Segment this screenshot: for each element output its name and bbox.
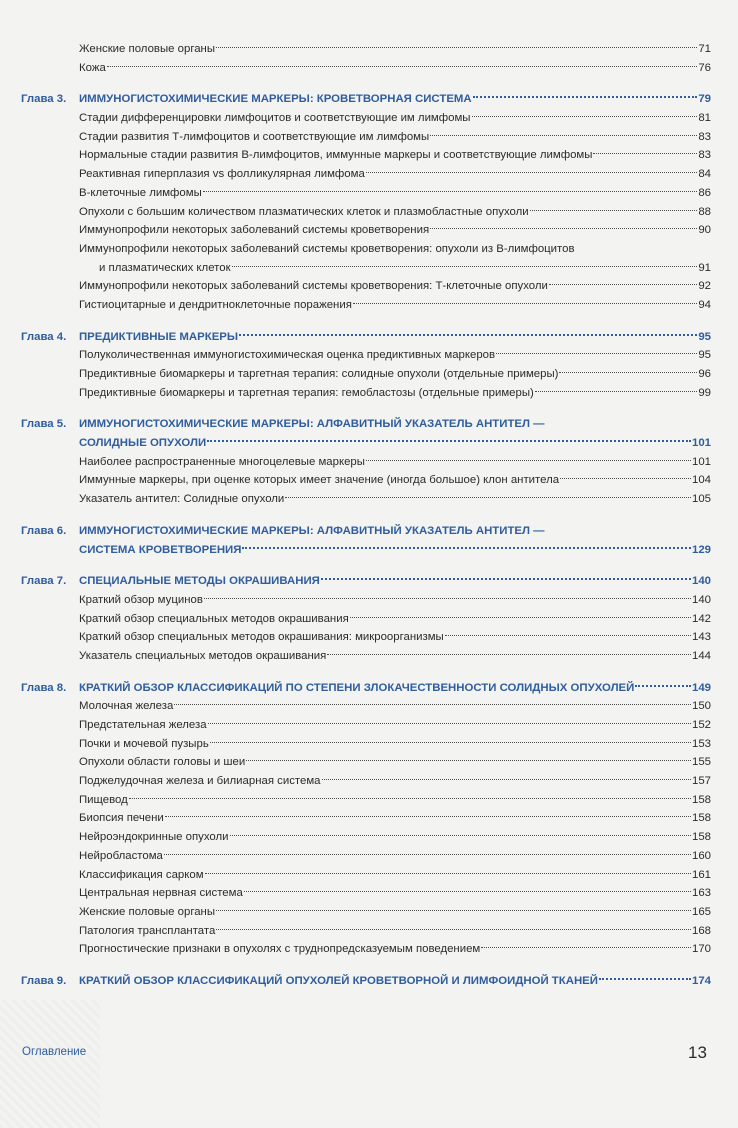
chapter-title: ПРЕДИКТИВНЫЕ МАРКЕРЫ <box>79 330 239 343</box>
leader-dots <box>285 497 691 498</box>
section-gap <box>21 402 711 415</box>
chapter-label: Глава 9. <box>21 974 67 987</box>
page-number: 160 <box>691 849 711 862</box>
entry-title: Краткий обзор специальных методов окрашивания: микроорганизмы <box>79 631 444 644</box>
page-number: 170 <box>691 943 711 956</box>
footer-section-title: Оглавление <box>22 1046 87 1058</box>
entry-title: Опухоли с большим количеством плазматических клеток и плазмобластные опухоли <box>79 205 529 218</box>
leader-dots <box>472 116 698 117</box>
leader-dots <box>205 873 691 874</box>
section-gap <box>21 959 711 972</box>
toc-entry-row[interactable] <box>21 109 711 128</box>
toc-entry-row[interactable] <box>21 146 711 165</box>
page-number: 174 <box>691 974 711 987</box>
leader-dots <box>239 334 697 336</box>
entry-title: Предиктивные биомаркеры и таргетная терапия: гемобластозы (отдельные примеры) <box>79 386 534 399</box>
page-number: 150 <box>691 700 711 713</box>
table-of-contents <box>21 40 711 991</box>
toc-chapter-row[interactable] <box>21 415 711 434</box>
chapter-label: Глава 3. <box>21 93 67 106</box>
entry-title: Женские половые органы <box>79 905 216 918</box>
leader-dots <box>204 598 691 599</box>
toc-entry-row[interactable] <box>21 471 711 490</box>
page-number: 101 <box>691 455 711 468</box>
toc-entry-row[interactable] <box>21 847 711 866</box>
leader-dots <box>473 96 698 98</box>
entry-title: Стадии развития Т-лимфоцитов и соответствующие им лимфомы <box>79 130 430 143</box>
page-number: 104 <box>691 474 711 487</box>
section-gap <box>21 315 711 328</box>
page-number: 90 <box>698 224 711 237</box>
page-number: 88 <box>698 205 711 218</box>
leader-dots <box>164 854 691 855</box>
page-number: 96 <box>698 368 711 380</box>
leader-dots <box>430 135 697 136</box>
toc-entry-row[interactable] <box>21 277 711 296</box>
entry-title: Прогностические признаки в опухолях с труднопредсказуемым поведением <box>79 943 481 956</box>
leader-dots <box>530 210 698 211</box>
leader-dots <box>207 440 691 442</box>
page-number: 158 <box>691 831 711 844</box>
toc-entry-row[interactable] <box>21 365 711 384</box>
section-gap <box>21 666 711 679</box>
page-number: 149 <box>691 681 711 694</box>
toc-entry-row[interactable] <box>21 809 711 828</box>
entry-title: Классификация сарком <box>79 868 204 881</box>
entry-title: Молочная железа <box>79 700 174 713</box>
page-number: 76 <box>698 61 711 74</box>
toc-chapter-row[interactable] <box>21 972 711 991</box>
chapter-title: КРАТКИЙ ОБЗОР КЛАССИФИКАЦИЙ ОПУХОЛЕЙ КРОВЕТВОРНОЙ И ЛИМФОИДНОЙ ТКАНЕЙ <box>79 974 598 987</box>
page-number: 99 <box>698 386 711 399</box>
leader-dots <box>593 153 697 154</box>
section-gap <box>21 77 711 90</box>
show-through-texture <box>0 1000 100 1128</box>
page-number: 94 <box>698 298 711 311</box>
toc-entry-row[interactable] <box>21 610 711 629</box>
entry-title: Предиктивные биомаркеры и таргетная терапия: солидные опухоли (отдельные примеры) <box>79 368 559 380</box>
entry-title: Гистиоцитарные и дендритноклеточные поражения <box>79 298 352 311</box>
toc-entry-row[interactable] <box>21 772 711 791</box>
page-number: 153 <box>691 737 711 750</box>
toc-entry-row[interactable] <box>21 221 711 240</box>
toc-chapter-row[interactable] <box>21 90 711 109</box>
entry-title: Наиболее распространенные многоцелевые маркеры <box>79 455 365 468</box>
toc-entry-row[interactable] <box>21 922 711 941</box>
toc-entry-row[interactable] <box>21 384 711 403</box>
toc-chapter-row[interactable] <box>21 541 711 560</box>
entry-title: Реактивная гиперплазия vs фолликулярная лимфома <box>79 168 365 181</box>
leader-dots <box>230 835 691 836</box>
page-number: 161 <box>691 868 711 881</box>
leader-dots <box>203 191 698 192</box>
entry-title: Полуколичественная иммуногистохимическая оценка предиктивных маркеров <box>79 349 496 362</box>
toc-entry-row[interactable] <box>21 259 711 278</box>
toc-entry-row[interactable] <box>21 716 711 735</box>
chapter-title: СИСТЕМА КРОВЕТВОРЕНИЯ <box>79 543 242 556</box>
toc-chapter-row[interactable] <box>21 434 711 453</box>
toc-entry-row[interactable] <box>21 128 711 147</box>
leader-dots <box>216 929 691 930</box>
toc-entry-row[interactable] <box>21 203 711 222</box>
chapter-label: Глава 5. <box>21 418 67 431</box>
entry-title: Иммунные маркеры, при оценке которых имеет значение (иногда большое) клон антитела <box>79 474 560 487</box>
entry-title: Биопсия печени <box>79 812 164 825</box>
entry-title: Нормальные стадии развития В-лимфоцитов, иммунные маркеры и соответствующие лимфомы <box>79 149 593 162</box>
page-number: 158 <box>691 812 711 825</box>
toc-entry-row[interactable] <box>21 884 711 903</box>
toc-entry-row[interactable] <box>21 453 711 472</box>
leader-dots <box>445 635 691 636</box>
toc-entry-row[interactable] <box>21 940 711 959</box>
entry-title: Почки и мочевой пузырь <box>79 737 209 750</box>
leader-dots <box>107 66 698 67</box>
page-number: 81 <box>698 112 711 125</box>
page-number: 84 <box>698 168 711 181</box>
leader-dots <box>353 303 697 304</box>
leader-dots <box>216 47 697 48</box>
chapter-title: ИММУНОГИСТОХИМИЧЕСКИЕ МАРКЕРЫ: КРОВЕТВОРНАЯ СИСТЕМА <box>79 93 472 106</box>
toc-entry-row[interactable] <box>21 628 711 647</box>
leader-dots <box>535 391 698 392</box>
leader-dots <box>321 578 691 580</box>
page-number: 95 <box>698 330 711 343</box>
toc-entry-row[interactable] <box>21 346 711 365</box>
page-number: 158 <box>691 793 711 806</box>
page-number: 168 <box>691 924 711 937</box>
entry-title: Пищевод <box>79 793 128 806</box>
leader-dots <box>635 685 691 687</box>
leader-dots <box>496 353 697 354</box>
toc-entry-row[interactable] <box>21 591 711 610</box>
leader-dots <box>481 947 691 948</box>
toc-entry-row[interactable] <box>21 165 711 184</box>
toc-entry-row[interactable] <box>21 828 711 847</box>
entry-title: Стадии дифференцировки лимфоцитов и соответствующие им лимфомы <box>79 112 471 125</box>
toc-entry-row[interactable] <box>21 866 711 885</box>
entry-title: Нейроэндокринные опухоли <box>79 831 229 844</box>
toc-entry-row[interactable] <box>21 59 711 78</box>
leader-dots <box>242 547 691 549</box>
leader-dots <box>232 266 698 267</box>
leader-dots <box>350 617 691 618</box>
leader-dots <box>216 910 691 911</box>
page-number: 155 <box>691 756 711 769</box>
chapter-label: Глава 4. <box>21 330 67 343</box>
chapter-label: Глава 8. <box>21 681 67 694</box>
page-number: 95 <box>698 349 711 362</box>
leader-dots <box>327 654 691 655</box>
chapter-title: КРАТКИЙ ОБЗОР КЛАССИФИКАЦИЙ ПО СТЕПЕНИ ЗЛОКАЧЕСТВЕННОСТИ СОЛИДНЫХ ОПУХОЛЕЙ <box>79 681 635 694</box>
leader-dots <box>560 478 691 479</box>
page-number: 140 <box>691 593 711 606</box>
toc-entry-row[interactable] <box>21 735 711 754</box>
page-number: 140 <box>691 575 711 588</box>
page-number: 144 <box>691 649 711 662</box>
chapter-title: ИММУНОГИСТОХИМИЧЕСКИЕ МАРКЕРЫ: АЛФАВИТНЫЙ УКАЗАТЕЛЬ АНТИТЕЛ — <box>79 418 545 431</box>
leader-dots <box>165 816 691 817</box>
leader-dots <box>129 798 691 799</box>
chapter-label: Глава 6. <box>21 524 67 537</box>
toc-entry-row[interactable] <box>21 753 711 772</box>
footer-page-number: 13 <box>688 1043 707 1062</box>
toc-entry-row[interactable] <box>21 697 711 716</box>
toc-entry-row[interactable] <box>21 184 711 203</box>
leader-dots <box>366 460 691 461</box>
leader-dots <box>322 779 691 780</box>
page-number: 79 <box>698 93 711 106</box>
leader-dots <box>430 228 697 229</box>
leader-dots <box>210 742 691 743</box>
entry-title: Предстательная железа <box>79 719 207 731</box>
toc-entry-row[interactable] <box>21 791 711 810</box>
page-number: 143 <box>691 631 711 644</box>
leader-dots <box>208 723 691 724</box>
toc-entry-row[interactable] <box>21 40 711 59</box>
page-number: 83 <box>698 130 711 143</box>
entry-title: Краткий обзор муцинов <box>79 593 203 606</box>
page-number: 86 <box>698 186 711 199</box>
page-number: 92 <box>698 280 711 293</box>
section-gap <box>21 509 711 522</box>
toc-chapter-row[interactable] <box>21 522 711 541</box>
entry-title: Патология трансплантата <box>79 924 216 937</box>
entry-title: и плазматических клеток <box>99 261 231 274</box>
chapter-title: ИММУНОГИСТОХИМИЧЕСКИЕ МАРКЕРЫ: АЛФАВИТНЫЙ УКАЗАТЕЛЬ АНТИТЕЛ — <box>79 524 545 537</box>
entry-title: Кожа <box>79 61 106 74</box>
toc-chapter-row[interactable] <box>21 679 711 698</box>
page-number: 129 <box>691 543 711 556</box>
section-gap <box>21 559 711 572</box>
entry-title: Женские половые органы <box>79 43 216 55</box>
leader-dots <box>366 172 698 173</box>
entry-title: Иммунопрофили некоторых заболеваний системы кроветворения <box>79 224 430 237</box>
page-number: 163 <box>691 887 711 900</box>
entry-title: Нейробластома <box>79 849 163 862</box>
entry-title: Указатель специальных методов окрашивания <box>79 649 327 662</box>
entry-title: Опухоли области головы и шеи <box>79 756 246 769</box>
toc-entry-row[interactable] <box>21 647 711 666</box>
leader-dots <box>599 978 691 980</box>
page-number: 142 <box>691 612 711 625</box>
leader-dots <box>174 704 691 705</box>
entry-title: Поджелудочная железа и билиарная система <box>79 775 321 788</box>
toc-entry-row[interactable] <box>21 490 711 509</box>
page-number: 71 <box>698 43 711 55</box>
leader-dots <box>559 372 697 373</box>
page-number: 105 <box>691 493 711 506</box>
chapter-label: Глава 7. <box>21 575 67 588</box>
toc-entry-row[interactable] <box>21 296 711 315</box>
entry-title: Краткий обзор специальных методов окрашивания <box>79 612 349 625</box>
toc-chapter-row[interactable] <box>21 328 711 347</box>
toc-entry-row[interactable] <box>21 240 711 259</box>
page-number: 152 <box>691 719 711 731</box>
toc-entry-row[interactable] <box>21 903 711 922</box>
entry-title: Иммунопрофили некоторых заболеваний системы кроветворения: опухоли из В-лимфоцитов <box>79 242 575 255</box>
chapter-title: СОЛИДНЫЕ ОПУХОЛИ <box>79 437 207 450</box>
entry-title: В-клеточные лимфомы <box>79 186 202 199</box>
entry-title: Иммунопрофили некоторых заболеваний системы кроветворения: Т-клеточные опухоли <box>79 280 548 293</box>
page-number: 165 <box>691 905 711 918</box>
page-number: 157 <box>691 775 711 788</box>
leader-dots <box>244 891 691 892</box>
entry-title: Центральная нервная система <box>79 887 243 900</box>
entry-title: Указатель антител: Солидные опухоли <box>79 493 285 506</box>
leader-dots <box>549 284 697 285</box>
leader-dots <box>246 760 691 761</box>
page-number: 91 <box>698 261 711 274</box>
toc-chapter-row[interactable] <box>21 572 711 591</box>
page-number: 83 <box>698 149 711 162</box>
page-number: 101 <box>691 437 711 450</box>
chapter-title: СПЕЦИАЛЬНЫЕ МЕТОДЫ ОКРАШИВАНИЯ <box>79 575 320 588</box>
